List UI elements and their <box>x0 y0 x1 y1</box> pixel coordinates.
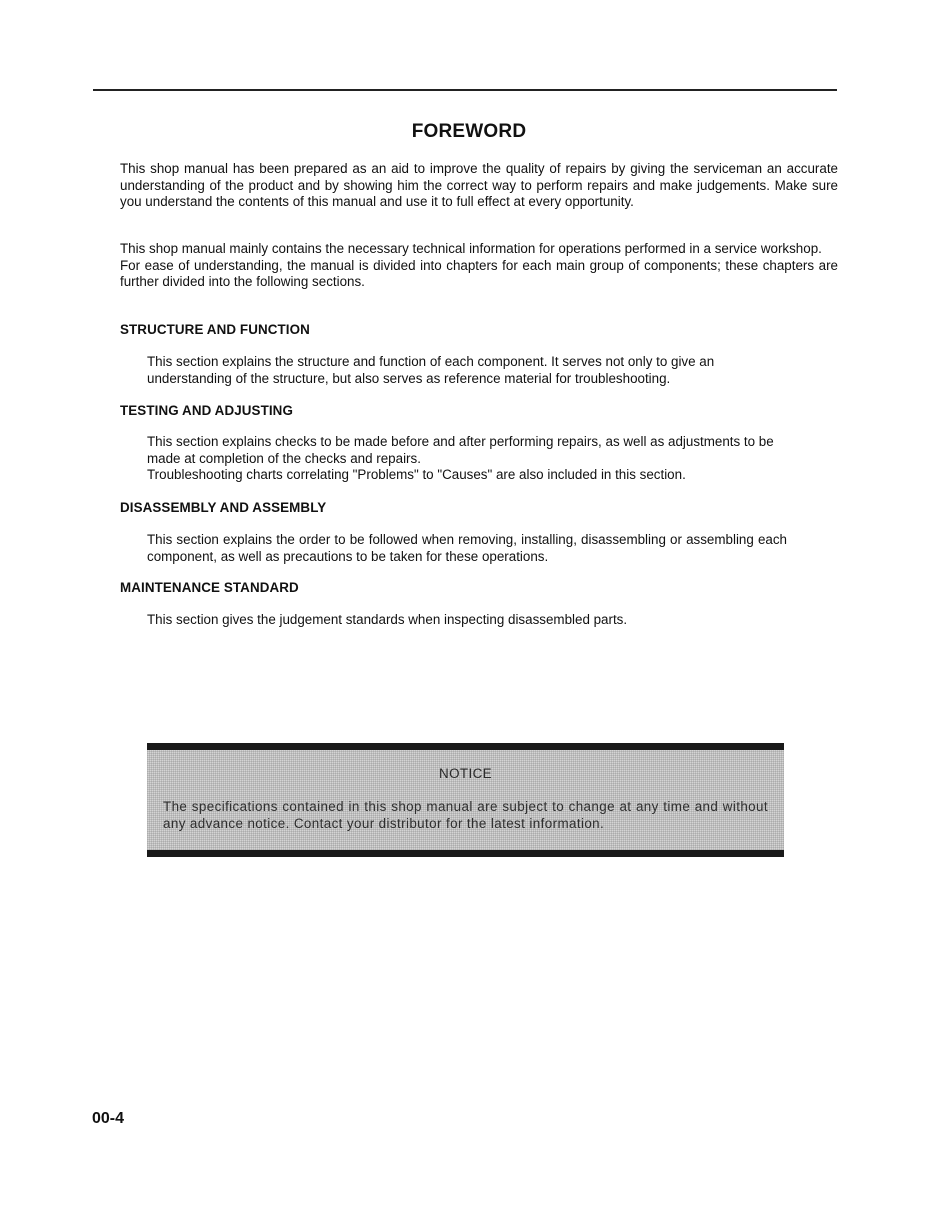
section-body-testing <box>147 434 787 484</box>
section-text-testing: This section explains checks to be made before and after performing repairs, as well as adjustments to be made at completion of the checks and repairs. <box>147 434 774 466</box>
notice-box <box>147 743 784 857</box>
page-number: 00-4 <box>92 1110 125 1127</box>
section-heading-testing: TESTING AND ADJUSTING <box>120 403 293 418</box>
section-heading-disassembly: DISASSEMBLY AND ASSEMBLY <box>120 500 327 515</box>
intro-text-2a: This shop manual mainly contains the necessary technical information for operations performed in a service workshop. <box>120 241 822 256</box>
section-text-maintenance: This section gives the judgement standards when inspecting disassembled parts. <box>147 612 628 627</box>
section-heading-maintenance: MAINTENANCE STANDARD <box>120 580 299 595</box>
notice-title: NOTICE <box>439 766 492 781</box>
page-title: FOREWORD <box>411 121 527 142</box>
intro-text-2b: For ease of understanding, the manual is divided into chapters for each main group of components; these chapters are further divided into the following sections. <box>120 257 838 289</box>
section-text-testing-2: Troubleshooting charts correlating "Problems" to "Causes" are also included in this section. <box>147 467 686 482</box>
section-text-structure: This section explains the structure and function of each component. It serves not only to give an understanding of the structure, but also serves as reference material for troubleshooting. <box>147 354 715 386</box>
intro-paragraph-1 <box>120 161 838 211</box>
top-rule <box>93 89 837 91</box>
section-text-disassembly: This section explains the order to be followed when removing, installing, disassembling or assembling each component, as well as precautions to be taken for these operations. <box>147 532 787 564</box>
intro-paragraph-2 <box>120 241 838 291</box>
section-body-disassembly <box>147 532 787 565</box>
intro-text-1: This shop manual has been prepared as an aid to improve the quality of repairs by giving the serviceman an accurate understanding of the product and by showing him the correct way to perform repairs and make judgements. Make sure you understand the contents of this manual and use it to full effect at every opportunity. <box>120 161 838 209</box>
section-body-maintenance <box>147 612 787 629</box>
notice-text: The specifications contained in this shop manual are subject to change at any time and without any advance notice. Contact your distributor for the latest information. <box>163 799 768 831</box>
section-heading-structure: STRUCTURE AND FUNCTION <box>120 322 310 337</box>
section-body-structure <box>147 354 787 387</box>
